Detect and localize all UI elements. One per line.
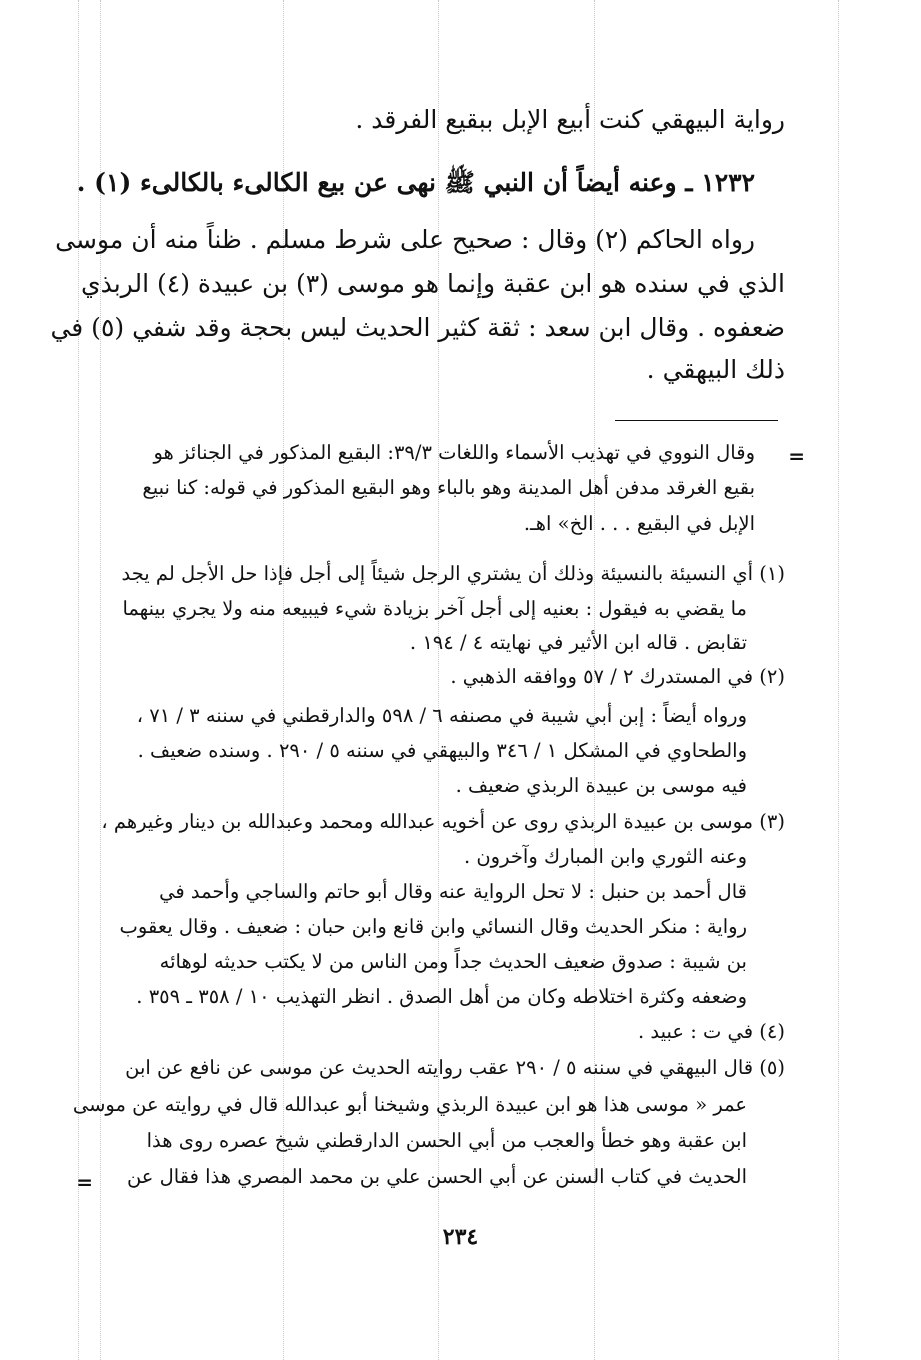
body-line: رواية البيهقي كنت أبيع الإبل ببقيع الفرقد . bbox=[355, 105, 785, 134]
hadith-heading: ١٢٣٢ ـ وعنه أيضاً أن النبي ﷺ نهى عن بيع الكالىء بالكالىء (١) . bbox=[76, 168, 755, 197]
footnote-line: وضعفه وكثرة اختلاطه وكان من أهل الصدق . انظر التهذيب ١٠ / ٣٥٨ ـ ٣٥٩ . bbox=[136, 985, 747, 1008]
carryover-mark: = bbox=[788, 444, 805, 468]
footnote-line: بقيع الغرقد مدفن أهل المدينة وهو بالباء وهو البقيع المذكور في قوله: كنا نبيع bbox=[142, 476, 755, 499]
footnote-line: الإبل في البقيع . . . الخ» اهـ. bbox=[523, 512, 755, 535]
footnote-line: رواية : منكر الحديث وقال النسائي وابن قانع وابن حبان : ضعيف . وقال يعقوب bbox=[119, 915, 747, 938]
footnote-line: عمر « موسى هذا هو ابن عبيدة الربذي وشيخنا أبو عبدالله قال في روايته عن موسى bbox=[72, 1093, 747, 1116]
page-number: ٢٣٤ bbox=[442, 1224, 479, 1250]
footnote-line: فيه موسى بن عبيدة الربذي ضعيف . bbox=[455, 774, 747, 797]
footnote-line: وقال النووي في تهذيب الأسماء واللغات ٣٩/٣: البقيع المذكور في الجنائز هو bbox=[153, 441, 755, 464]
scan-line bbox=[78, 0, 79, 1360]
continuation-mark: = bbox=[76, 1170, 93, 1194]
footnote-2: (٢) في المستدرك ٢ / ٥٧ ووافقه الذهبي . bbox=[450, 665, 785, 688]
footnote-line: قال أحمد بن حنبل : لا تحل الرواية عنه وقال أبو حاتم والساجي وأحمد في bbox=[159, 880, 747, 903]
footnote-separator bbox=[615, 420, 778, 421]
footnote-line: الحديث في كتاب السنن عن أبي الحسن علي بن محمد المصري هذا فقال عن bbox=[126, 1165, 747, 1188]
body-line: الذي في سنده هو ابن عقبة وإنما هو موسى (٣) بن عبيدة (٤) الربذي bbox=[81, 269, 785, 298]
footnote-line: ورواه أيضاً : إبن أبي شيبة في مصنفه ٦ / ٥٩٨ والدارقطني في سننه ٣ / ٧١ ، bbox=[136, 704, 747, 727]
footnote-3: (٣) موسى بن عبيدة الربذي روى عن أخويه عبدالله ومحمد وعبدالله بن دينار وغيرهم ، bbox=[101, 810, 785, 833]
footnote-line: ابن عقبة وهو خطأ والعجب من أبي الحسن الدارقطني شيخ عصره روى هذا bbox=[146, 1129, 747, 1152]
footnote-line: ما يقضي به فيقول : بعنيه إلى أجل آخر بزيادة شيء فيبيعه منه ولا يجري بينهما bbox=[122, 597, 747, 620]
footnote-line: تقابض . قاله ابن الأثير في نهايته ٤ / ١٩٤ . bbox=[409, 631, 747, 654]
footnote-4: (٤) في ت : عبيد . bbox=[637, 1020, 785, 1043]
footnote-line: بن شيبة : صدوق ضعيف الحديث جداً ومن الناس من لا يكتب حديثه لوهائه bbox=[159, 950, 747, 973]
body-line: ضعفوه . وقال ابن سعد : ثقة كثير الحديث ليس بحجة وقد شفي (٥) في bbox=[50, 313, 785, 342]
body-line: رواه الحاكم (٢) وقال : صحيح على شرط مسلم . ظناً منه أن موسى bbox=[55, 225, 755, 254]
footnote-1: (١) أي النسيئة بالنسيئة وذلك أن يشتري الرجل شيئاً إلى أجل فإذا حل الأجل لم يجد bbox=[121, 562, 785, 585]
footnote-line: والطحاوي في المشكل ١ / ٣٤٦ والبيهقي في سننه ٥ / ٢٩٠ . وسنده ضعيف . bbox=[137, 739, 747, 762]
body-line: ذلك البيهقي . bbox=[646, 355, 785, 384]
footnote-line: وعنه الثوري وابن المبارك وآخرون . bbox=[463, 845, 747, 868]
footnote-5: (٥) قال البيهقي في سننه ٥ / ٢٩٠ عقب روايته الحديث عن موسى عن نافع عن ابن bbox=[125, 1056, 785, 1079]
scan-line bbox=[838, 0, 839, 1360]
